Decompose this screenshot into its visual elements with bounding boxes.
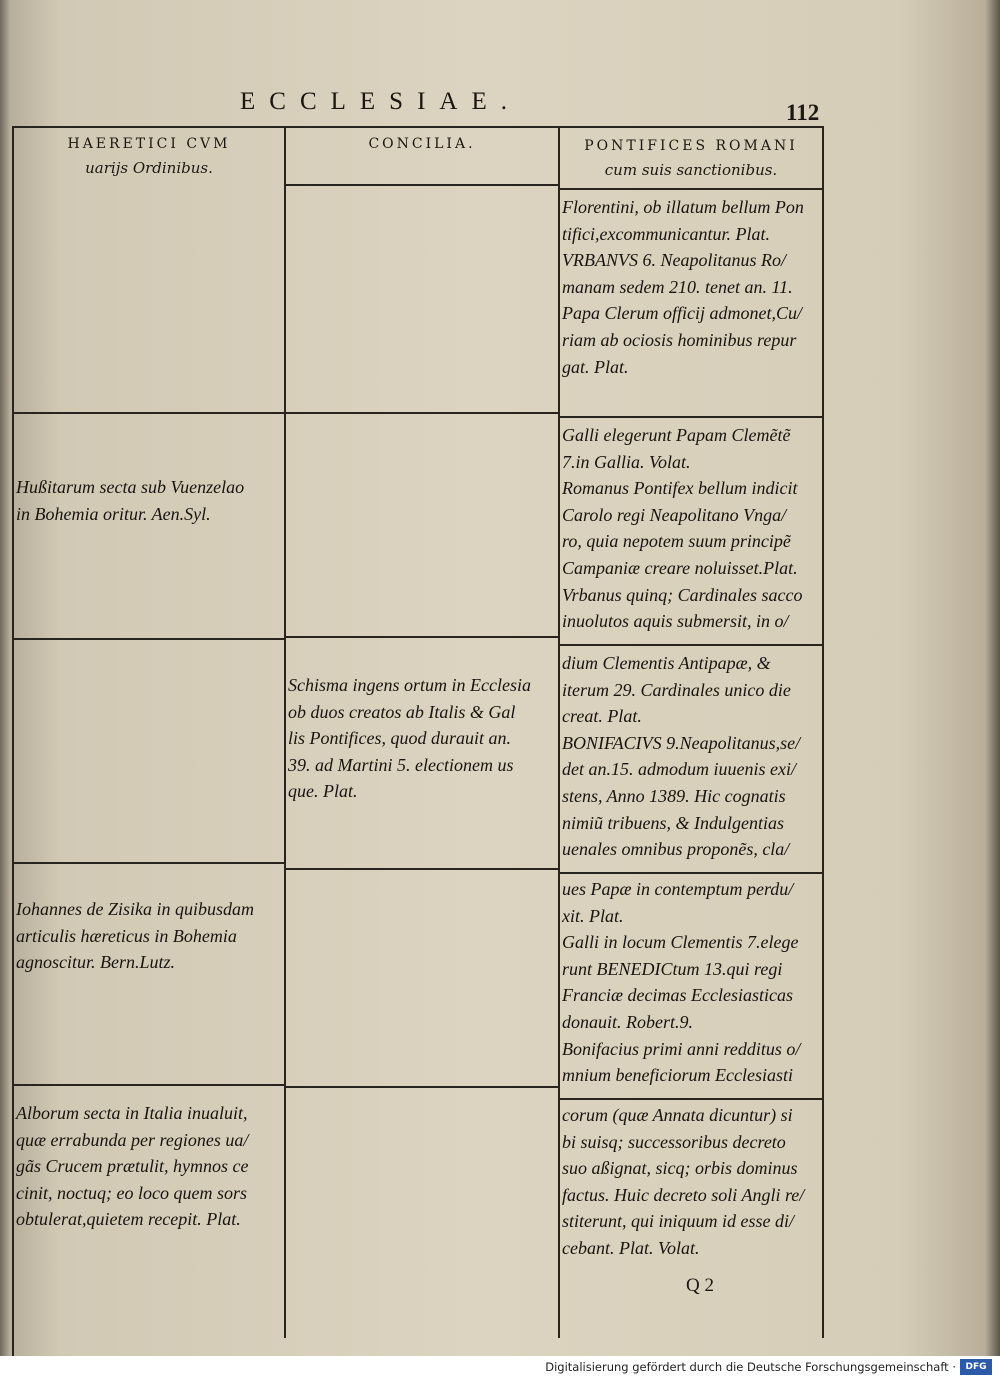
- haeretici-entry: Hußitarum secta sub Vuenzelao in Bohemia oritur. Aen.Syl.: [16, 477, 245, 524]
- header-rule-top: [12, 126, 824, 128]
- row-rule: [558, 416, 824, 418]
- row-rule: [558, 872, 824, 874]
- running-title: ECCLESIAE.: [240, 88, 521, 115]
- pontifices-entry: Galli elegerunt Papam Clemẽtẽ 7.in Gallia. Volat. Romanus Pontifex bellum indicit Carolo regi Neapolitano Vnga/ ro, quia nepotem suum principẽ Campaniæ creare noluisset.Plat. Vrbanus quinq; Cardinales sacco inuolutos aquis submersit, in o/: [562, 425, 803, 632]
- row-rule: [12, 862, 284, 864]
- row-rule: [12, 638, 284, 640]
- concilia-entry: Schisma ingens ortum in Ecclesia ob duos creatos ab Italis & Gal lis Pontifices, quod durauit an. 39. ad Martini 5. electionem us que. Plat.: [288, 675, 531, 802]
- row-rule: [558, 1098, 824, 1100]
- dfg-logo: DFG: [960, 1359, 992, 1375]
- haeretici-entry: Iohannes de Zisika in quibusdam articulis hæreticus in Bohemia agnoscitur. Bern.Lutz.: [16, 899, 254, 973]
- signature-mark: Q 2: [686, 1275, 714, 1296]
- table-border-right: [822, 126, 824, 1338]
- row-rule: [284, 184, 558, 186]
- page-number: 112: [786, 100, 820, 125]
- pontifices-entry: dium Clementis Antipapæ, & iterum 29. Cardinales unico die creat. Plat. BONIFACIVS 9.Neapolitanus,se/ det an.15. admodum iuuenis exi/ stens, Anno 1389. Hic cognatis nimiũ tribuens, & Indulgentias uenales omnibus proponẽs, cla/: [562, 653, 801, 860]
- column-header-pontifices: PONTIFICES ROMANI cum suis sanctionibus.: [584, 138, 798, 179]
- row-rule: [558, 188, 824, 190]
- column-divider-2: [558, 126, 560, 1338]
- row-rule: [284, 868, 558, 870]
- row-rule: [284, 1086, 558, 1088]
- footer-credit: Digitalisierung gefördert durch die Deutsche Forschungsgemeinschaft ·: [545, 1360, 956, 1374]
- column-divider-1: [284, 126, 286, 1338]
- column-header-haeretici: HAERETICI CVM uarijs Ordinibus.: [67, 136, 231, 177]
- row-rule: [284, 636, 558, 638]
- digitization-footer: [0, 1356, 1000, 1379]
- pontifices-entry: Florentini, ob illatum bellum Pon tifici,excommunicantur. Plat. VRBANVS 6. Neapolitanus Ro/ manam sedem 210. tenet an. 11. Papa Clerum officij admonet,Cu/ riam ab ociosis hominibus repur gat. Plat.: [562, 197, 804, 377]
- pontifices-entry: corum (quæ Annata dicuntur) si bi suisq; successoribus decreto suo aßignat, sicq; orbis dominus factus. Huic decreto soli Angli re/ stiterunt, qui iniquum id esse di/ cebant. Plat. Volat.: [562, 1105, 805, 1258]
- table-border-left: [12, 126, 14, 1358]
- column-header-concilia: CONCILIA.: [368, 136, 476, 152]
- row-rule: [558, 644, 824, 646]
- haeretici-entry: Alborum secta in Italia inualuit, quæ errabunda per regiones ua/ gãs Crucem prætulit, hymnos ce cinit, noctuq; eo loco quem sors obtulerat,quietem recepit. Plat.: [16, 1103, 249, 1230]
- row-rule: [12, 1084, 284, 1086]
- pontifices-entry: ues Papæ in contemptum perdu/ xit. Plat. Galli in locum Clementis 7.elege runt BENEDICtum 13.qui regi Franciæ decimas Ecclesiasticas donauit. Robert.9. Bonifacius primi anni redditus o/ mnium beneficiorum Ecclesiasti: [562, 879, 801, 1086]
- row-rule: [12, 412, 558, 414]
